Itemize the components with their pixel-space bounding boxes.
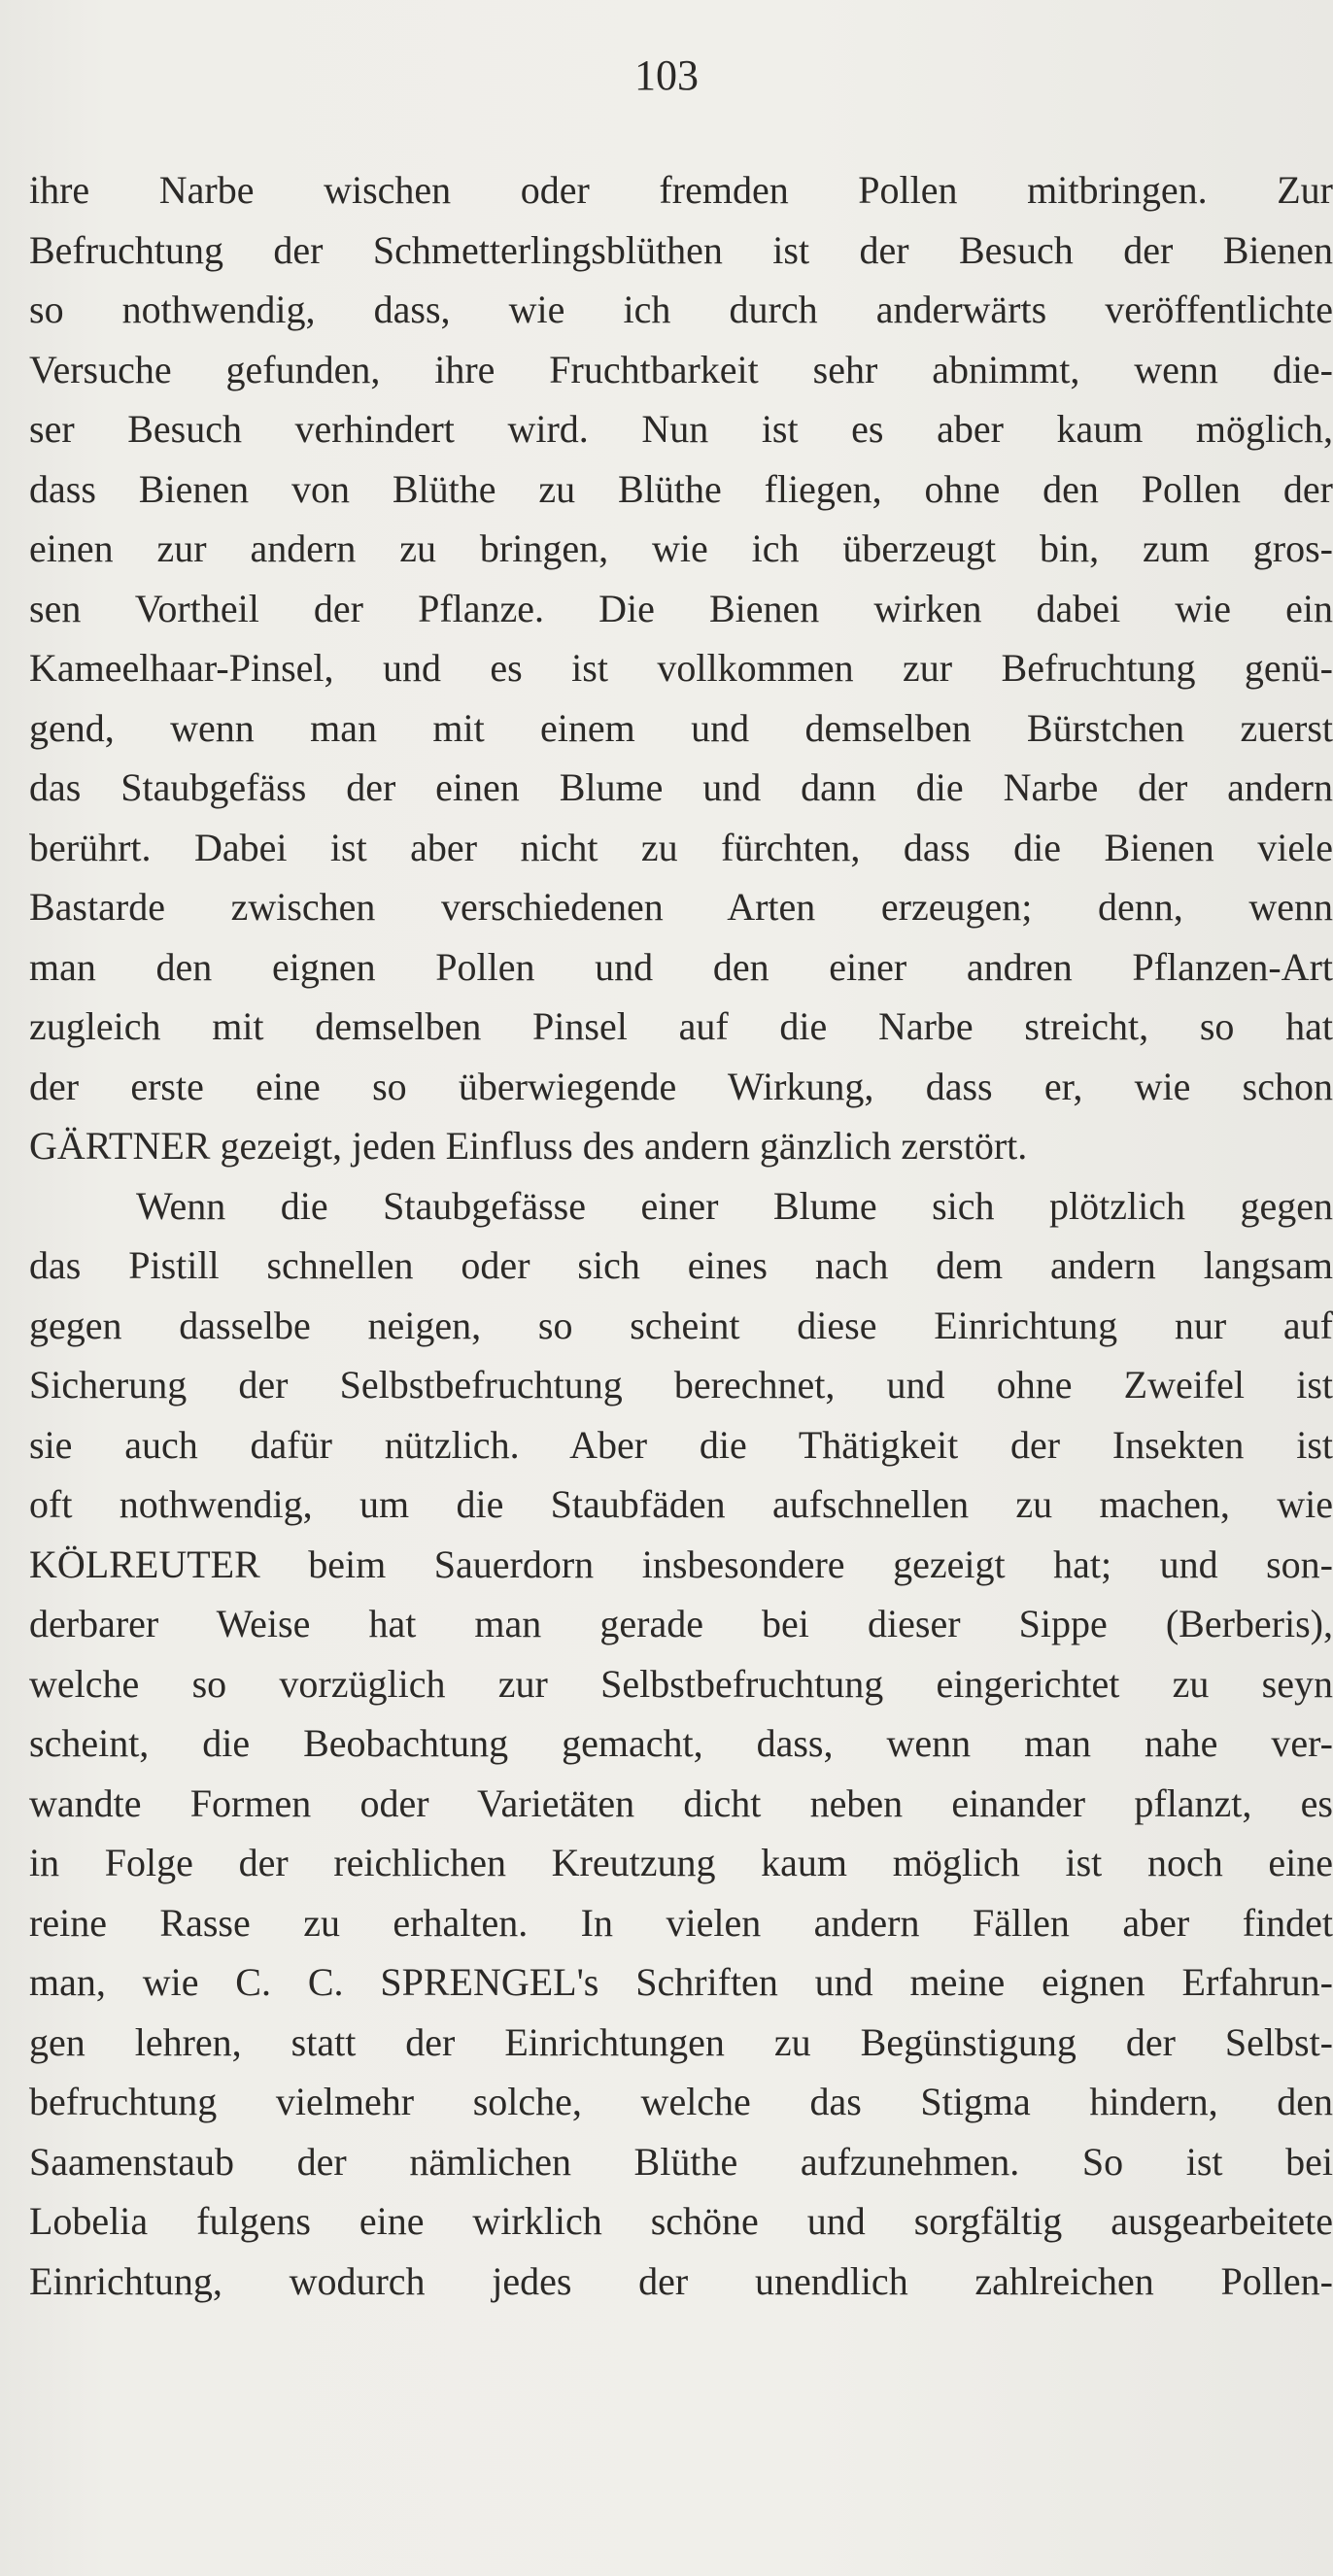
text-line: Lobelia fulgens eine wirklich schöne und sorgfältig ausgearbeitete bbox=[29, 2199, 1333, 2243]
text-line: KÖLREUTER beim Sauerdorn insbesondere gezeigt hat; und son- bbox=[29, 1542, 1333, 1586]
text-line: wandte Formen oder Varietäten dicht neben einander pflanzt, es bbox=[29, 1780, 1333, 1825]
text-line: welche so vorzüglich zur Selbstbefruchtung eingerichtet zu seyn bbox=[29, 1661, 1333, 1706]
text-line: reine Rasse zu erhalten. In vielen andern Fällen aber findet bbox=[29, 1900, 1333, 1945]
text-line: das Staubgefäss der einen Blume und dann die Narbe der andern bbox=[29, 765, 1333, 809]
text-line: sen Vortheil der Pflanze. Die Bienen wirken dabei wie ein bbox=[29, 586, 1333, 630]
text-line: der erste eine so überwiegende Wirkung, dass er, wie schon bbox=[29, 1064, 1333, 1108]
text-line: gegen dasselbe neigen, so scheint diese Einrichtung nur auf bbox=[29, 1303, 1333, 1347]
text-line: Saamenstaub der nämlichen Blüthe aufzunehmen. So ist bei bbox=[29, 2139, 1333, 2184]
text-line: Wenn die Staubgefässe einer Blume sich plötzlich gegen bbox=[136, 1183, 1333, 1228]
text-line: derbarer Weise hat man gerade bei dieser Sippe (Berberis), bbox=[29, 1602, 1333, 1645]
text-line: ihre Narbe wischen oder fremden Pollen mitbringen. Zur bbox=[29, 168, 1333, 212]
text-line: Sicherung der Selbstbefruchtung berechnet, und ohne Zweifel ist bbox=[29, 1363, 1333, 1407]
text-line: man, wie C. C. SPRENGEL's Schriften und meine eignen Erfahrun- bbox=[29, 1960, 1333, 2004]
text-line: so nothwendig, dass, wie ich durch anderwärts veröffentlichte bbox=[29, 288, 1333, 331]
text-line: einen zur andern zu bringen, wie ich überzeugt bin, zum gros- bbox=[29, 526, 1333, 570]
text-line: gen lehren, statt der Einrichtungen zu Begünstigung der Selbst- bbox=[29, 2019, 1333, 2064]
text-line: das Pistill schnellen oder sich eines nach dem andern langsam bbox=[29, 1243, 1333, 1287]
text-line: ser Besuch verhindert wird. Nun ist es aber kaum möglich, bbox=[29, 407, 1333, 451]
text-line: oft nothwendig, um die Staubfäden aufschnellen zu machen, wie bbox=[29, 1482, 1333, 1526]
text-line: dass Bienen von Blüthe zu Blüthe fliegen, ohne den Pollen der bbox=[29, 466, 1333, 511]
text-line: sie auch dafür nützlich. Aber die Thätigkeit der Insekten ist bbox=[29, 1422, 1333, 1467]
text-line: berührt. Dabei ist aber nicht zu fürchten, dass die Bienen viele bbox=[29, 825, 1333, 869]
text-line: zugleich mit demselben Pinsel auf die Narbe streicht, so hat bbox=[29, 1004, 1333, 1048]
text-line: Bastarde zwischen verschiedenen Arten erzeugen; denn, wenn bbox=[29, 885, 1333, 929]
text-line: befruchtung vielmehr solche, welche das Stigma hindern, den bbox=[29, 2080, 1333, 2123]
text-line: Einrichtung, wodurch jedes der unendlich zahlreichen Pollen- bbox=[29, 2258, 1333, 2303]
text-line: GÄRTNER gezeigt, jeden Einfluss des andern gänzlich zerstört. bbox=[29, 1124, 1028, 1168]
body-text bbox=[29, 160, 1333, 2311]
text-line: Befruchtung der Schmetterlingsblüthen ist der Besuch der Bienen bbox=[29, 227, 1333, 272]
text-line: Versuche gefunden, ihre Fruchtbarkeit sehr abnimmt, wenn die- bbox=[29, 347, 1333, 391]
text-line: in Folge der reichlichen Kreutzung kaum möglich ist noch eine bbox=[29, 1841, 1333, 1884]
page-number: 103 bbox=[634, 51, 699, 99]
text-line: scheint, die Beobachtung gemacht, dass, wenn man nahe ver- bbox=[29, 1721, 1333, 1765]
text-line: Kameelhaar-Pinsel, und es ist vollkommen zur Befruchtung genü- bbox=[29, 646, 1333, 690]
text-line: gend, wenn man mit einem und demselben Bürstchen zuerst bbox=[29, 705, 1333, 750]
text-line: man den eignen Pollen und den einer andren Pflanzen-Art bbox=[29, 944, 1333, 989]
